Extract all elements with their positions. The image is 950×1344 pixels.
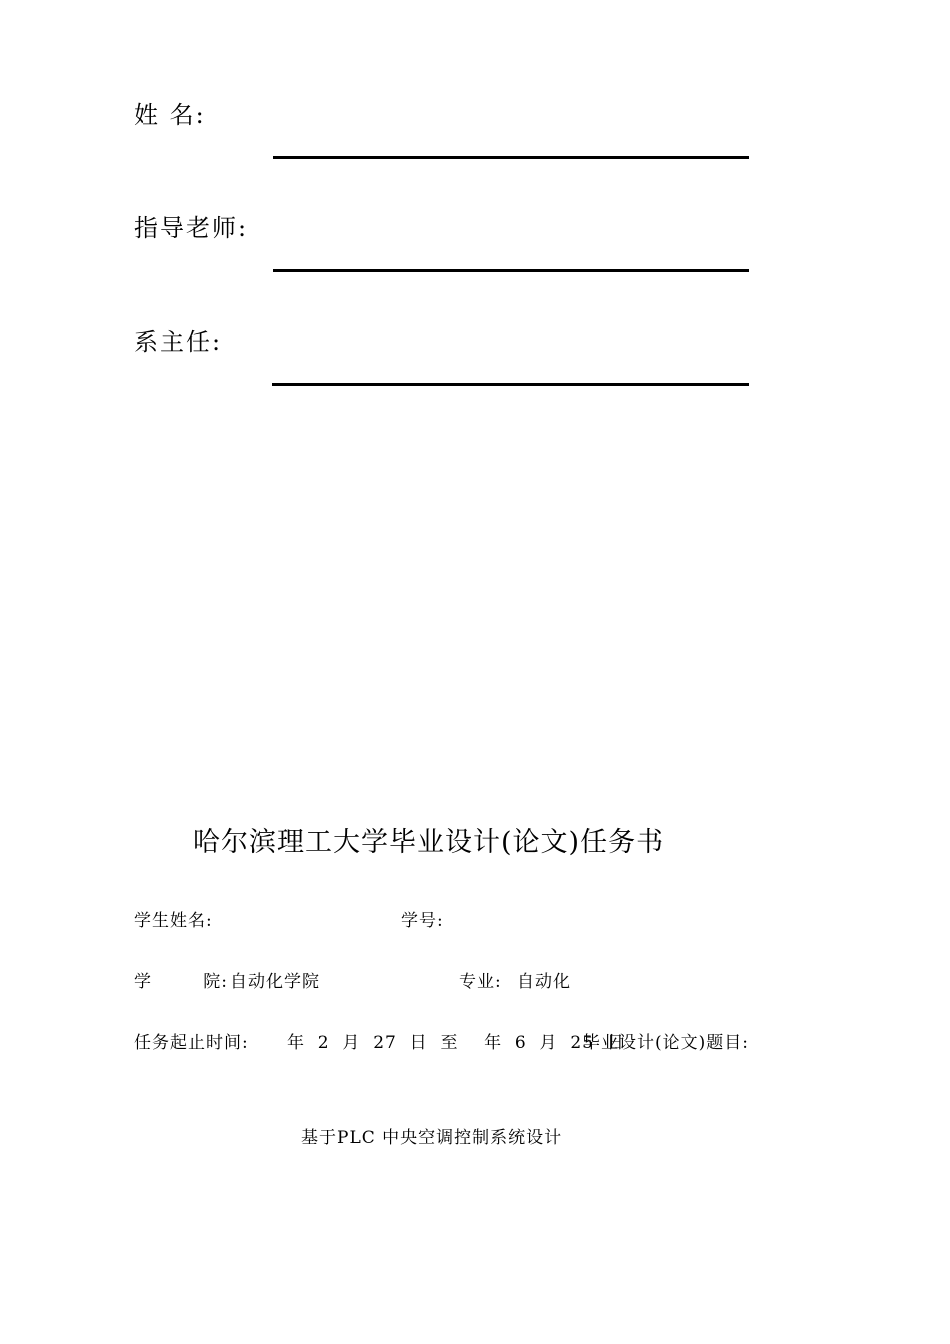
major-value: 自动化	[517, 972, 571, 992]
period-label: 任务起止时间:	[134, 1033, 249, 1053]
student-id-label: 学号:	[401, 911, 444, 931]
topic-label: 毕业设计(论文)题目:	[583, 1033, 749, 1053]
dept-head-label: 系主任:	[134, 328, 223, 356]
college-label: 学 院:	[134, 972, 228, 992]
name-signature-line	[273, 156, 749, 159]
student-name-label: 学生姓名:	[134, 911, 213, 931]
advisor-signature-line	[273, 269, 749, 272]
dept-head-signature-line	[272, 383, 749, 386]
college-value: 自动化学院	[230, 972, 320, 992]
major-label: 专业:	[459, 972, 502, 992]
task-book-title: 哈尔滨理工大学毕业设计(论文)任务书	[193, 827, 665, 858]
period-text: 年 2 月 27 日 至 年 6 月 25 日	[287, 1033, 625, 1053]
name-label: 姓 名:	[134, 101, 206, 129]
advisor-label: 指导老师:	[134, 214, 249, 242]
topic-value: 基于PLC 中央空调控制系统设计	[301, 1128, 563, 1148]
